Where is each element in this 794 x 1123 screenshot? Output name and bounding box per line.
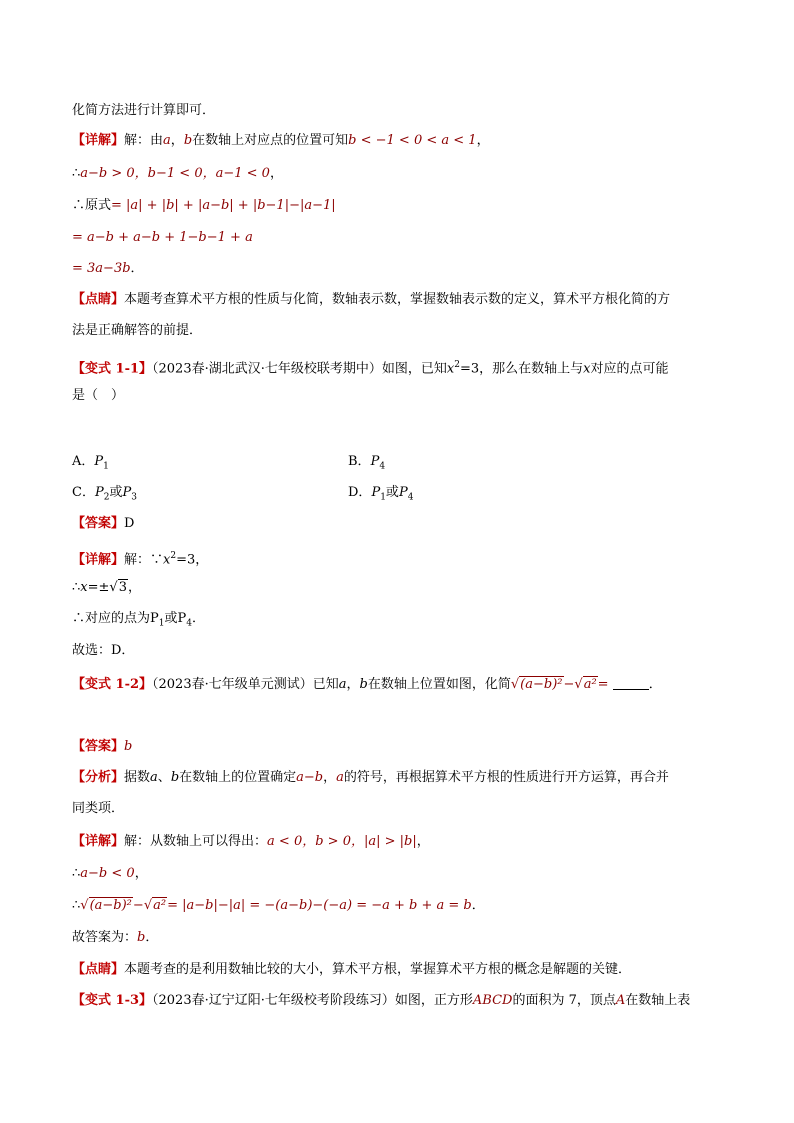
variant-1-3-question: 【变式 1-3】（2023春·辽宁辽阳·七年级校考阶段练习）如图，正方形ABCD的面积为 7，顶点A在数轴上表 (72, 993, 691, 1008)
text-line: 法是正确解答的前提． (72, 323, 203, 338)
math-line: ∴原式= |a| + |b| + |a−b| + |b−1|−|a−1| (72, 198, 336, 213)
math-line: = a−b + a−b + 1−b−1 + a (72, 230, 253, 245)
variant-label: 【变式 1-3】 (72, 993, 153, 1008)
analysis-label: 【分析】 (72, 770, 125, 785)
point-line: 【点睛】本题考查算术平方根的性质与化简，数轴表示数，掌握数轴表示数的定义，算术平方根化简的方 (72, 292, 671, 307)
point-line: 【点睛】本题考查的是利用数轴比较的大小，算术平方根，掌握算术平方根的概念是解题的关键． (72, 962, 632, 977)
answer-label: 【答案】 (72, 739, 125, 754)
sqrt-expression: a² (153, 898, 167, 913)
sqrt-3: 3 (118, 580, 127, 595)
math-inequality: b < −1 < 0 < a < 1 (348, 133, 477, 148)
analysis-line: 【分析】据数a、b在数轴上的位置确定a−b，a的符号，再根据算术平方根的性质进行开方运算，再合并 (72, 770, 669, 785)
text-line: 故选：D． (72, 643, 135, 658)
option-b[interactable]: B．$P_4$ (348, 454, 386, 472)
detail-line: 【详解】解：$\because x^2=3$， (72, 551, 209, 568)
option-c[interactable]: C．$P_2$或$P_3$ (72, 485, 137, 503)
detail-label: 【详解】 (72, 552, 125, 568)
detail-line: 【详解】解：从数轴上可以得出：a < 0，b > 0，|a| > |b|， (72, 834, 430, 849)
option-d[interactable]: D．$P_1$或$P_4$ (348, 485, 414, 503)
sqrt-expression: a² (583, 677, 597, 692)
option-a[interactable]: A．$P_1$ (72, 454, 109, 472)
answer-line: 【答案】b (72, 739, 133, 754)
variant-label: 【变式 1-1】 (72, 361, 153, 377)
math-line: ∴√(a−b)²−√a²= |a−b|−|a| = −(a−b)−(−a) = −a + b + a = b． (72, 898, 485, 913)
detail-label: 【详解】 (72, 133, 125, 148)
answer-line: 【答案】D (72, 516, 135, 531)
detail-label: 【详解】 (72, 834, 125, 849)
variant-label: 【变式 1-2】 (72, 677, 153, 692)
math-line: = 3a−3b． (72, 261, 144, 276)
text-line: ∴对应的点为$P_1$或$P_4$． (72, 611, 206, 629)
sqrt-expression: (a−b)² (520, 677, 563, 692)
text-line: 同类项． (72, 801, 125, 816)
detail-line: 【详解】解：由a，b在数轴上对应点的位置可知b < −1 < 0 < a < 1， (72, 133, 490, 148)
answer-blank (613, 675, 649, 690)
math-line: ∴a−b < 0， (72, 866, 148, 881)
answer-label: 【答案】 (72, 516, 125, 531)
variant-1-2-question: 【变式 1-2】（2023春·七年级单元测试）已知a，b在数轴上位置如图，化简√(a−b)²−√a²= ． (72, 677, 662, 692)
point-label: 【点睛】 (72, 962, 125, 977)
sqrt-expression: (a−b)² (89, 898, 132, 913)
point-label: 【点睛】 (72, 292, 125, 307)
math-line: ∴a−b > 0，b−1 < 0，a−1 < 0， (72, 166, 283, 181)
text-line: 故答案为：b． (72, 930, 159, 945)
text-line: 化简方法进行计算即可． (72, 103, 216, 118)
text-line: 是（ ） (72, 388, 125, 403)
variant-1-1-question: 【变式 1-1】（2023春·湖北武汉·七年级校联考期中）如图，已知$x^2=3$，那么在数轴上与x对应的点可能 (72, 360, 669, 377)
math-line: ∴x=±√3， (72, 580, 142, 595)
